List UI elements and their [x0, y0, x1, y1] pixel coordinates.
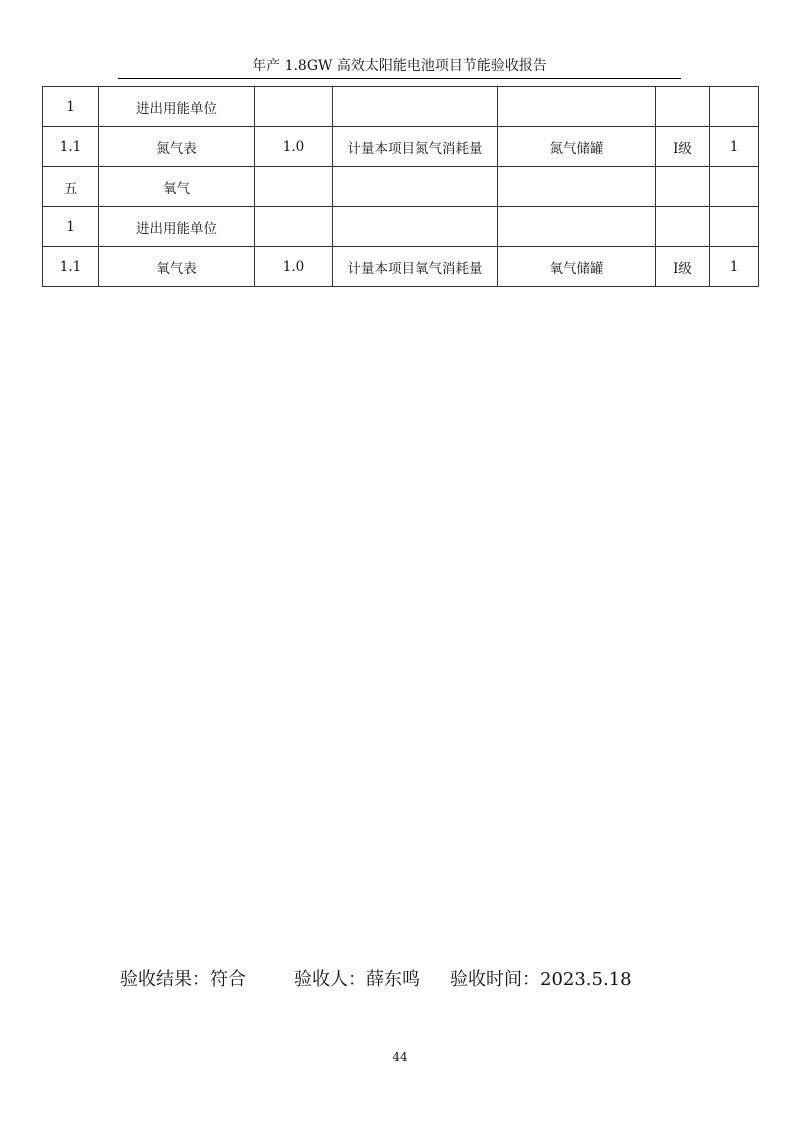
acceptance-footer	[120, 966, 632, 994]
item-name: 进出用能单位	[99, 207, 255, 247]
row-index: 1.1	[43, 247, 99, 287]
quantity	[710, 87, 759, 127]
install-location: 氮气储罐	[498, 127, 656, 167]
purpose: 计量本项目氮气消耗量	[333, 127, 498, 167]
acceptance-time: 验收时间：2023.5.18	[450, 969, 632, 990]
purpose: 计量本项目氧气消耗量	[333, 247, 498, 287]
purpose	[333, 87, 498, 127]
meter-level	[656, 207, 710, 247]
row-index: 1	[43, 87, 99, 127]
accuracy	[255, 207, 333, 247]
acceptance-result: 验收结果：符合	[120, 969, 246, 990]
item-name: 氧气	[99, 167, 255, 207]
purpose	[333, 167, 498, 207]
item-name: 进出用能单位	[99, 87, 255, 127]
install-location	[498, 207, 656, 247]
row-index: 1.1	[43, 127, 99, 167]
install-location	[498, 87, 656, 127]
meter-table	[42, 86, 759, 287]
table-row	[43, 247, 759, 287]
accuracy: 1.0	[255, 247, 333, 287]
report-title: 年产 1.8GW 高效太阳能电池项目节能验收报告	[252, 58, 547, 74]
quantity	[710, 167, 759, 207]
meter-level	[656, 167, 710, 207]
item-name: 氮气表	[99, 127, 255, 167]
meter-level: Ⅰ级	[656, 127, 710, 167]
quantity: 1	[710, 127, 759, 167]
quantity	[710, 207, 759, 247]
meter-level: Ⅰ级	[656, 247, 710, 287]
table-row	[43, 87, 759, 127]
acceptance-inspector: 验收人：薛东鸣	[294, 969, 420, 990]
quantity: 1	[710, 247, 759, 287]
accuracy: 1.0	[255, 127, 333, 167]
table-row	[43, 167, 759, 207]
purpose	[333, 207, 498, 247]
table-row	[43, 207, 759, 247]
row-index: 五	[43, 167, 99, 207]
install-location	[498, 167, 656, 207]
meter-level	[656, 87, 710, 127]
item-name: 氧气表	[99, 247, 255, 287]
page-header	[118, 56, 681, 79]
accuracy	[255, 87, 333, 127]
accuracy	[255, 167, 333, 207]
row-index: 1	[43, 207, 99, 247]
table-row	[43, 127, 759, 167]
install-location: 氧气储罐	[498, 247, 656, 287]
page-number: 44	[392, 1050, 408, 1064]
